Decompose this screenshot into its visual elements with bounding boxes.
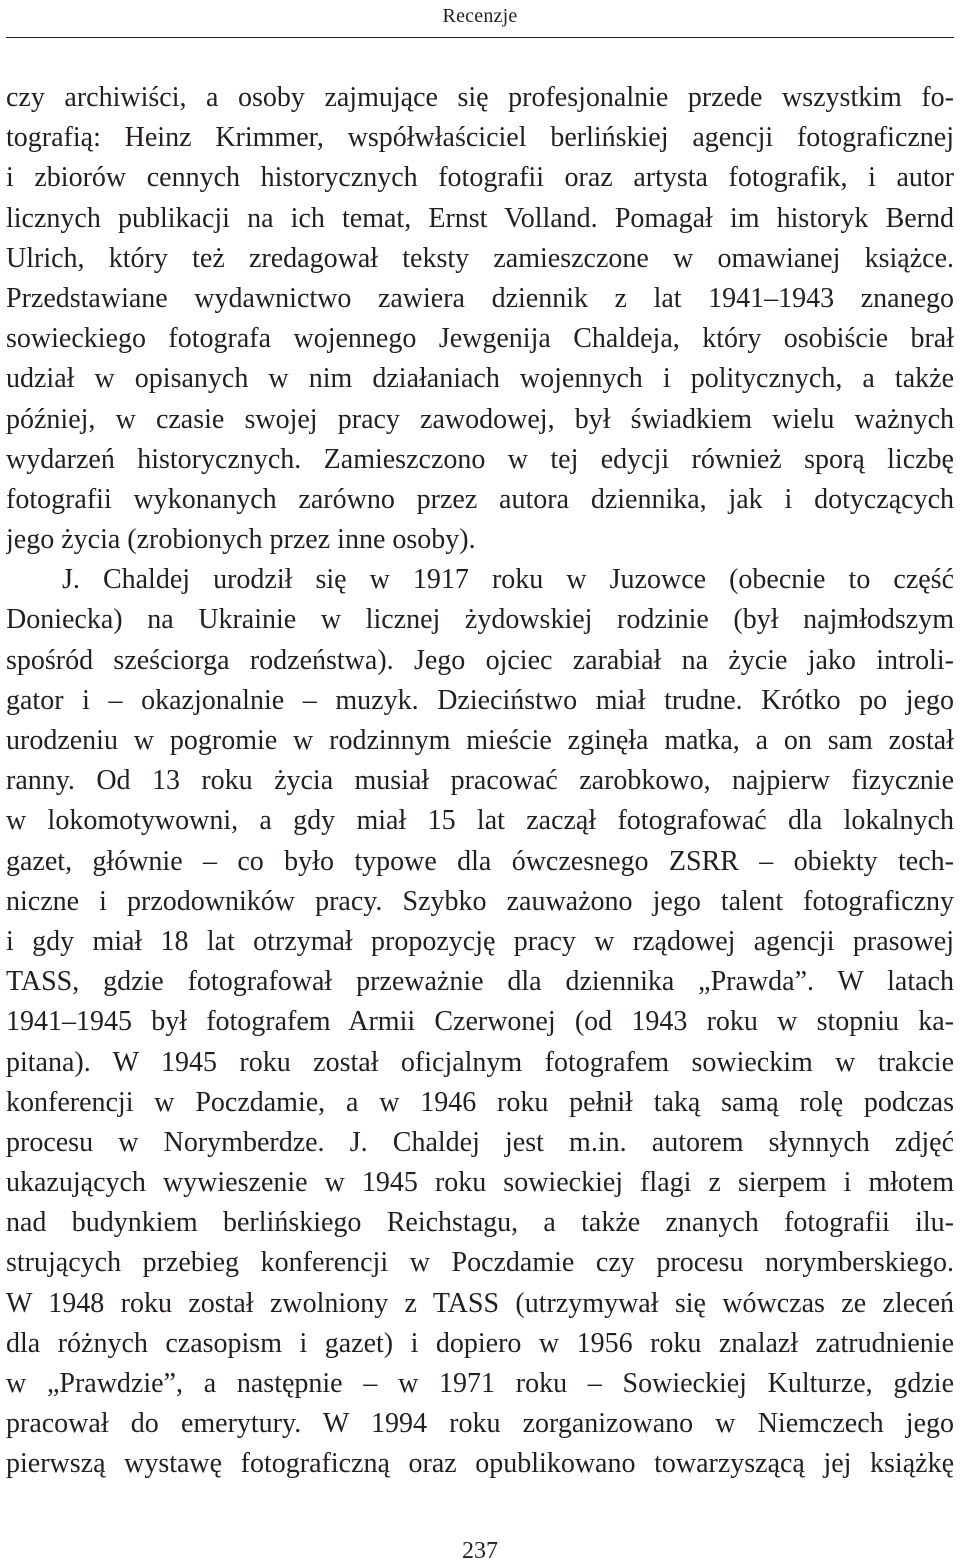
- text-line: TASS, gdzie fotografował przeważnie dla dziennika „Prawda”. W latach: [6, 966, 954, 998]
- text-line: ukazujących wywieszenie w 1945 roku sowieckiej flagi z sierpem i młotem: [6, 1167, 954, 1199]
- text-line: J. Chaldej urodził się w 1917 roku w Juzowce (obecnie to część: [62, 564, 954, 596]
- text-line: sowieckiego fotografa wojennego Jewgenija Chaldeja, który osobiście brał: [6, 323, 954, 355]
- text-line: fotografii wykonanych zarówno przez autora dziennika, jak i dotyczących: [6, 483, 954, 515]
- text-line: wydarzeń historycznych. Zamieszczono w tej edycji również sporą liczbę: [6, 443, 954, 475]
- text-line: w „Prawdzie”, a następnie – w 1971 roku – Sowieckiej Kulturze, gdzie: [6, 1368, 954, 1399]
- text-line: ranny. Od 13 roku życia musiał pracować zarobkowo, najpierw fizycznie: [6, 765, 954, 797]
- body-text: [6, 78, 954, 1485]
- text-line: pitana). W 1945 roku został oficjalnym fotografem sowieckim w trakcie: [6, 1046, 954, 1078]
- text-line: Ulrich, który też zredagował teksty zamieszczone w omawianej książce.: [6, 242, 954, 274]
- text-line: pierwszą wystawę fotograficzną oraz opublikowano towarzyszącą jej książkę: [6, 1448, 954, 1480]
- text-line: licznych publikacji na ich temat, Ernst Volland. Pomagał im historyk Bernd: [6, 202, 954, 234]
- text-line: Przedstawiane wydawnictwo zawiera dziennik z lat 1941–1943 znanego: [6, 282, 954, 314]
- text-line: gator i – okazjonalnie – muzyk. Dzieciństwo miał trudne. Krótko po jego: [6, 684, 954, 716]
- text-line: pracował do emerytury. W 1994 roku zorganizowano w Niemczech jego: [6, 1408, 954, 1440]
- page-number: 237: [462, 1538, 498, 1564]
- text-line: konferencji w Poczdamie, a w 1946 roku pełnił taką samą rolę podczas: [6, 1086, 954, 1118]
- text-line: czy archiwiści, a osoby zajmujące się profesjonalnie przede wszystkim fo-: [6, 82, 954, 113]
- text-line: 1941–1945 był fotografem Armii Czerwonej (od 1943 roku w stopniu ka-: [6, 1006, 954, 1038]
- text-line: spośród sześciorga rodzeństwa). Jego ojciec zarabiał na życie jako introli-: [6, 644, 954, 676]
- text-line: nad budynkiem berlińskiego Reichstagu, a także znanych fotografii ilu-: [6, 1207, 954, 1239]
- header-rule: [6, 37, 954, 38]
- text-line: udział w opisanych w nim działaniach wojennych i politycznych, a także: [6, 363, 954, 395]
- text-line: i gdy miał 18 lat otrzymał propozycję pracy w rządowej agencji prasowej: [6, 925, 954, 957]
- text-line: niczne i przodowników pracy. Szybko zauważono jego talent fotograficzny: [6, 885, 954, 917]
- text-line: później, w czasie swojej pracy zawodowej, był świadkiem wielu ważnych: [6, 403, 954, 435]
- text-line: W 1948 roku został zwolniony z TASS (utrzymywał się wówczas ze zleceń: [6, 1287, 954, 1319]
- text-line: i zbiorów cennych historycznych fotografii oraz artysta fotografik, i autor: [6, 162, 954, 194]
- text-line: w lokomotywowni, a gdy miał 15 lat zaczął fotografować dla lokalnych: [6, 805, 954, 837]
- text-line: strujących przebieg konferencji w Poczdamie czy procesu norymberskiego.: [6, 1247, 954, 1279]
- text-line: jego życia (zrobionych przez inne osoby).: [6, 524, 476, 556]
- text-line: gazet, głównie – co było typowe dla ówczesnego ZSRR – obiekty tech-: [6, 845, 954, 877]
- text-line: urodzeniu w pogromie w rodzinnym mieście zginęła matka, a on sam został: [6, 725, 954, 756]
- text-line: dla różnych czasopism i gazet) i dopiero w 1956 roku znalazł zatrudnienie: [6, 1327, 954, 1359]
- text-line: tografią: Heinz Krimmer, współwłaściciel berlińskiej agencji fotograficznej: [6, 122, 954, 154]
- text-line: procesu w Norymberdze. J. Chaldej jest m.in. autorem słynnych zdjęć: [6, 1126, 954, 1158]
- running-head: Recenzje: [442, 5, 518, 27]
- text-line: Doniecka) na Ukrainie w licznej żydowskiej rodzinie (był najmłodszym: [6, 604, 954, 636]
